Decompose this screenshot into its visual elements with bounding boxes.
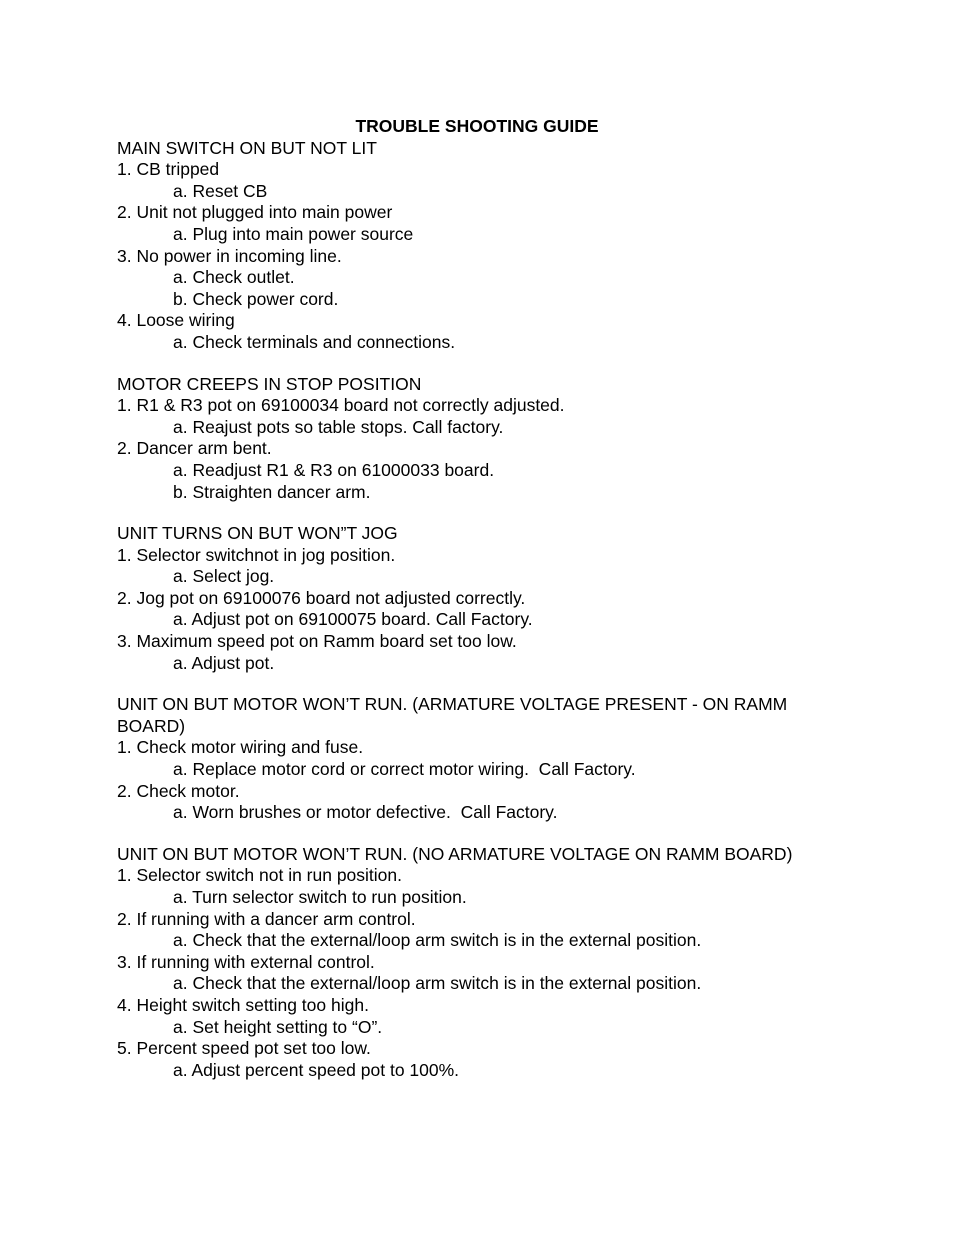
- remedy-item: a. Check that the external/loop arm switch is in the external position.: [173, 973, 702, 994]
- section-heading: UNIT ON BUT MOTOR WON’T RUN. (NO ARMATURE VOLTAGE ON RAMM BOARD): [117, 843, 793, 864]
- cause-item: 5. Percent speed pot set too low.: [117, 1038, 371, 1059]
- section: [117, 138, 817, 354]
- cause-item: 2. Jog pot on 69100076 board not adjusted correctly.: [117, 587, 526, 608]
- remedy-item: a. Readjust R1 & R3 on 61000033 board.: [173, 459, 495, 480]
- cause-item: 1. Check motor wiring and fuse.: [117, 737, 364, 758]
- cause-item: 1. Selector switch not in run position.: [117, 865, 403, 886]
- cause-item: 4. Loose wiring: [117, 310, 235, 331]
- section-heading: UNIT ON BUT MOTOR WON’T RUN. (ARMATURE VOLTAGE PRESENT - ON RAMM BOARD): [117, 694, 788, 736]
- section: [117, 694, 817, 824]
- remedy-item: a. Reajust pots so table stops. Call factory.: [173, 416, 504, 437]
- cause-item: 3. If running with external control.: [117, 951, 375, 972]
- cause-item: 2. If running with a dancer arm control.: [117, 908, 416, 929]
- remedy-item: a. Turn selector switch to run position.: [173, 887, 467, 907]
- cause-item: 2. Dancer arm bent.: [117, 438, 272, 459]
- remedy-item: a. Set height setting to “O”.: [173, 1016, 383, 1037]
- remedy-item: a. Plug into main power source: [173, 223, 414, 244]
- cause-item: 3. No power in incoming line.: [117, 245, 342, 266]
- section: [117, 374, 817, 504]
- remedy-item: a. Replace motor cord or correct motor wiring. Call Factory.: [173, 759, 636, 780]
- remedy-item: b. Straighten dancer arm.: [173, 481, 371, 502]
- remedy-item: a. Check outlet.: [173, 267, 295, 288]
- section: [117, 844, 817, 1082]
- remedy-item: a. Adjust pot.: [173, 652, 275, 673]
- remedy-item: a. Check that the external/loop arm switch is in the external position.: [173, 930, 702, 951]
- remedy-item: a. Adjust percent speed pot to 100%.: [173, 1059, 460, 1080]
- page-title: TROUBLE SHOOTING GUIDE: [355, 116, 599, 136]
- cause-item: 4. Height switch setting too high.: [117, 994, 369, 1015]
- cause-item: 2. Check motor.: [117, 780, 240, 801]
- remedy-item: b. Check power cord.: [173, 288, 339, 309]
- remedy-item: a. Select jog.: [173, 566, 275, 587]
- section-heading: MOTOR CREEPS IN STOP POSITION: [117, 373, 422, 394]
- cause-item: 3. Maximum speed pot on Ramm board set too low.: [117, 631, 517, 652]
- cause-item: 1. R1 & R3 pot on 69100034 board not correctly adjusted.: [117, 395, 565, 416]
- remedy-item: a. Check terminals and connections.: [173, 331, 456, 352]
- section-heading: UNIT TURNS ON BUT WON”T JOG: [117, 523, 398, 544]
- cause-item: 1. CB tripped: [117, 159, 220, 180]
- cause-item: 2. Unit not plugged into main power: [117, 202, 393, 223]
- remedy-item: a. Adjust pot on 69100075 board. Call Factory.: [173, 609, 533, 630]
- cause-item: 1. Selector switchnot in jog position.: [117, 544, 396, 565]
- document-page: [117, 116, 817, 1101]
- remedy-item: a. Reset CB: [173, 180, 268, 201]
- section-heading: MAIN SWITCH ON BUT NOT LIT: [117, 137, 377, 158]
- remedy-item: a. Worn brushes or motor defective. Call Factory.: [173, 802, 558, 823]
- section: [117, 523, 817, 674]
- sections-container: [117, 138, 817, 1082]
